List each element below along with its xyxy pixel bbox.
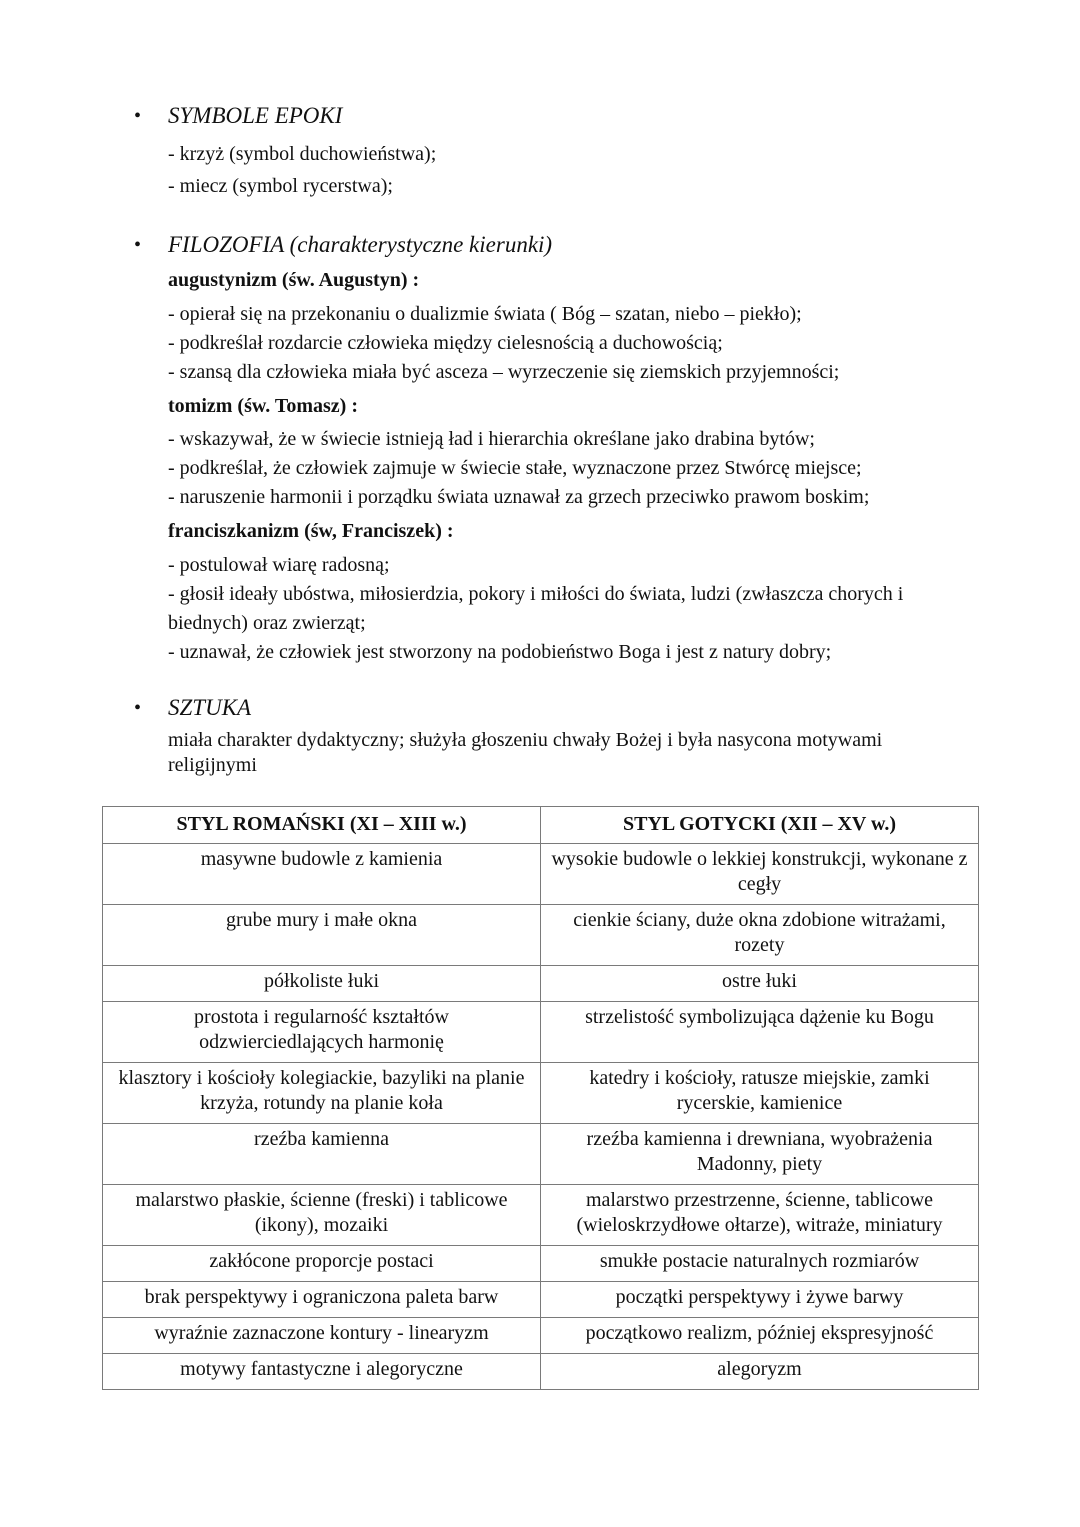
styles-comparison-table [102, 806, 979, 1390]
table-header-row [103, 807, 979, 844]
table-cell-gothic: rzeźba kamienna i drewniana, wyobrażenia Madonny, piety [541, 1124, 979, 1185]
table-row [103, 966, 979, 1002]
table-cell-gothic: alegoryzm [541, 1354, 979, 1390]
table-row [103, 1354, 979, 1390]
list-item: - szansą dla człowieka miała być asceza – wyrzeczenie się ziemskich przyjemności; [168, 361, 840, 383]
table-cell-gothic: wysokie budowle o lekkiej konstrukcji, wykonane z cegły [541, 844, 979, 905]
table-row [103, 1124, 979, 1185]
list-item: - wskazywał, że w świecie istnieją ład i hierarchia określane jako drabina bytów; [168, 428, 815, 450]
table-cell-romanesque: wyraźnie zaznaczone kontury - linearyzm [103, 1318, 541, 1354]
table-cell-romanesque: brak perspektywy i ograniczona paleta barw [103, 1282, 541, 1318]
list-item: - podkreślał rozdarcie człowieka między cielesnością a duchowością; [168, 332, 723, 354]
table-cell-gothic: początki perspektywy i żywe barwy [541, 1282, 979, 1318]
list-item: - miecz (symbol rycerstwa); [168, 175, 393, 197]
list-item: - naruszenie harmonii i porządku świata uznawał za grzech przeciwko prawom boskim; [168, 486, 870, 508]
bullet-icon: • [134, 105, 142, 127]
table-cell-romanesque: klasztory i kościoły kolegiackie, bazyliki na planie krzyża, rotundy na planie koła [103, 1063, 541, 1124]
table-cell-gothic: smukłe postacie naturalnych rozmiarów [541, 1246, 979, 1282]
list-item: - podkreślał, że człowiek zajmuje w świecie stałe, wyznaczone przez Stwórcę miejsce; [168, 457, 862, 479]
list-item: - krzyż (symbol duchowieństwa); [168, 143, 437, 165]
list-item: - opierał się na przekonaniu o dualizmie świata ( Bóg – szatan, niebo – piekło); [168, 303, 802, 325]
column-header-gothic: STYL GOTYCKI (XII – XV w.) [541, 807, 979, 844]
table-cell-romanesque: rzeźba kamienna [103, 1124, 541, 1185]
table-row [103, 1185, 979, 1246]
column-header-romanesque: STYL ROMAŃSKI (XI – XIII w.) [103, 807, 541, 844]
table-cell-gothic: malarstwo przestrzenne, ścienne, tablicowe (wieloskrzydłowe ołtarze), witraże, miniatury [541, 1185, 979, 1246]
section-heading-philosophy: FILOZOFIA (charakterystyczne kierunki) [168, 232, 553, 257]
philosophy-current-title: tomizm (św. Tomasz) : [168, 395, 358, 417]
table-cell-romanesque: motywy fantastyczne i alegoryczne [103, 1354, 541, 1390]
table-cell-romanesque: półkoliste łuki [103, 966, 541, 1002]
table-row [103, 1318, 979, 1354]
table-cell-romanesque: zakłócone proporcje postaci [103, 1246, 541, 1282]
table-row [103, 1002, 979, 1063]
philosophy-current-title: franciszkanizm (św, Franciszek) : [168, 520, 454, 542]
table-cell-gothic: ostre łuki [541, 966, 979, 1002]
philosophy-current-title: augustynizm (św. Augustyn) : [168, 269, 420, 291]
section-heading-art: SZTUKA [168, 695, 252, 720]
list-item-continuation: biednych) oraz zwierząt; [168, 612, 366, 634]
table-row [103, 844, 979, 905]
table-cell-romanesque: malarstwo płaskie, ścienne (freski) i tablicowe (ikony), mozaiki [103, 1185, 541, 1246]
table-cell-romanesque: prostota i regularność kształtów odzwierciedlających harmonię [103, 1002, 541, 1063]
bullet-icon: • [134, 234, 142, 256]
table-row [103, 1282, 979, 1318]
art-description: miała charakter dydaktyczny; służyła głoszeniu chwały Bożej i była nasycona motywami religijnymi [168, 729, 883, 776]
section-heading-symbols: SYMBOLE EPOKI [168, 103, 343, 128]
list-item: - uznawał, że człowiek jest stworzony na podobieństwo Boga i jest z natury dobry; [168, 641, 832, 663]
table-row [103, 1063, 979, 1124]
table-row [103, 905, 979, 966]
list-item: - głosił ideały ubóstwa, miłosierdzia, pokory i miłości do świata, ludzi (zwłaszcza chorych i [168, 583, 904, 605]
table-cell-gothic: strzelistość symbolizująca dążenie ku Bogu [541, 1002, 979, 1063]
table-cell-gothic: katedry i kościoły, ratusze miejskie, zamki rycerskie, kamienice [541, 1063, 979, 1124]
list-item: - postulował wiarę radosną; [168, 554, 390, 576]
table-cell-gothic: początkowo realizm, później ekspresyjność [541, 1318, 979, 1354]
table-cell-romanesque: grube mury i małe okna [103, 905, 541, 966]
bullet-icon: • [134, 697, 142, 719]
table-cell-romanesque: masywne budowle z kamienia [103, 844, 541, 905]
table-cell-gothic: cienkie ściany, duże okna zdobione witrażami, rozety [541, 905, 979, 966]
table-row [103, 1246, 979, 1282]
